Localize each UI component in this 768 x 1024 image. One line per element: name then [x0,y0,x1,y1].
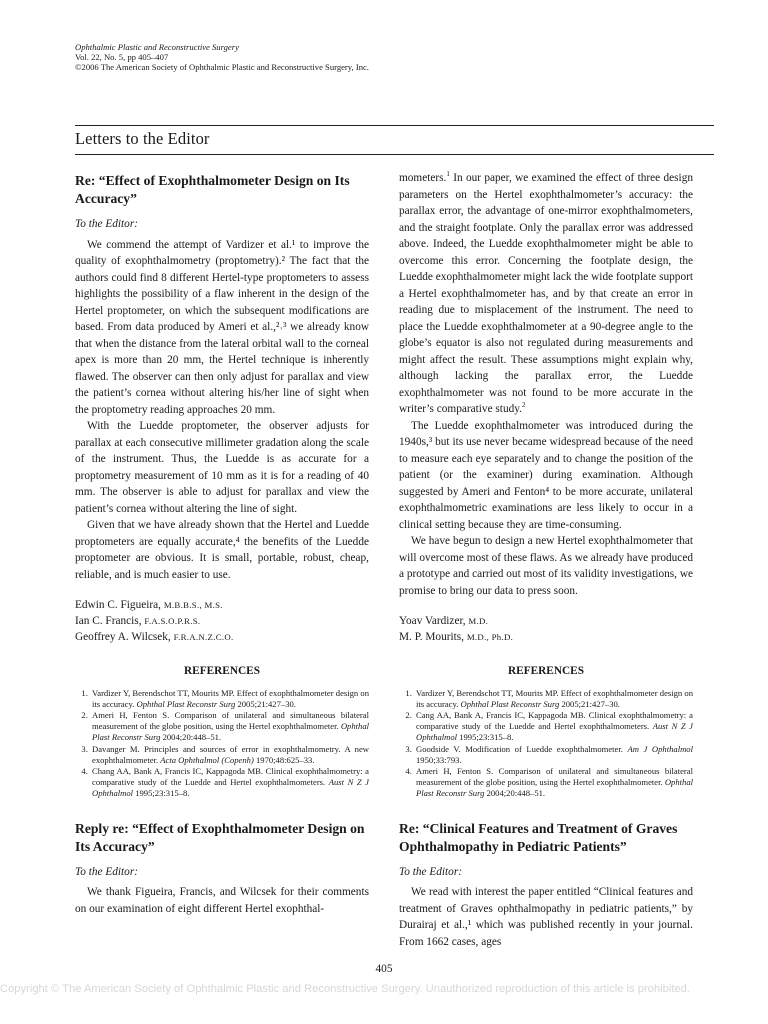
reference-item: 3. Davanger M. Principles and sources of error in exophthalmometry. A new exophthalmometer. Acta Ophthalmol (Copenh) 1970;48:625–33. [90,744,369,766]
reply-paragraph-2: The Luedde exophthalmometer was introduced during the 1940s,³ but its use never became widespread because of the need to measure each eye separately and to change the position of the patient (or the examiner) during examination. Although suggested by Ameri and Fenton⁴ to be more accurate, unilateral exophthalmometric examinations are less likely to occur in a clinical setting because they are time-consuming. [399,419,693,531]
reply-paragraph-1-start: We thank Figueira, Francis, and Wilcsek for their comments on our examination of eight different Hertel exophthal- [75,886,369,915]
author-line [75,629,369,645]
letter1-salutation: To the Editor: [75,218,138,230]
author-credentials: M.D., Ph.D. [466,632,514,642]
right-column [399,170,693,950]
reply-reference-list [399,688,693,800]
reference-item: 2. Cang AA, Bank A, Francis IC, Kappagoda MB. Clinical exophthalmometry: a comparative study of the Luedde and Hertel exophthalmometers. Aust N Z J Ophthalmol 1995;23:315–8. [414,710,693,744]
letter1-references-heading: REFERENCES [184,665,260,677]
letter1-reference-list [75,688,369,800]
letter1-authors [75,597,369,645]
journal-abbrev: Ophthal Plast Reconstr Surg [92,721,369,743]
journal-abbrev: Ophthal Plast Reconstr Surg [416,777,693,799]
letter1-paragraph-2: With the Luedde proptometer, the observer adjusts for parallax at each consecutive millimeter gradation along the scale of the instrument. Thus, the Luedde is as accurate for a proptometry measurement of 10 mm as it is for a reading of 40 mm. The observer is able to adjust for parallax and view the patient’s cornea without altering the line of sight. [75,420,369,515]
letter3-paragraph-1: We read with interest the paper entitled “Clinical features and treatment of Graves ophthalmopathy in pediatric patients,” by Durairaj et al.,¹ which was published recently in your journal. From 1662 cases, ages [399,886,693,948]
author-line [399,629,693,645]
running-header [75,42,695,73]
author-line [399,613,693,629]
journal-name: Ophthalmic Plastic and Reconstructive Surgery [75,42,239,52]
author-credentials: F.A.S.O.P.R.S. [144,616,201,626]
letter3-salutation: To the Editor: [399,865,462,878]
reference-item: 4. Ameri H, Fenton S. Comparison of unilateral and simultaneous bilateral measurement of the globe position, using the Hertel exophthalmometer. Ophthal Plast Reconstr Surg 2004;20:448–51. [414,766,693,800]
author-name: M. P. Mourits, [399,631,464,643]
section-title: Letters to the Editor [75,129,210,148]
reference-item: 4. Chang AA, Bank A, Francis IC, Kappagoda MB. Clinical exophthalmometry: a comparative study of the Luedde and Hertel exophthalmometers. Aust N Z J Ophthalmol 1995;23:315–8. [90,766,369,800]
header-copyright: ©2006 The American Society of Ophthalmic Plastic and Reconstructive Surgery, Inc. [75,62,369,73]
author-credentials: M.D. [468,616,489,626]
letter1-title: Re: “Effect of Exophthalmometer Design on Its Accuracy” [75,173,350,206]
letter1-paragraph-1: We commend the attempt of Vardizer et al.¹ to improve the quality of exophthalmometry (proptometry).² The fact that the authors could find 8 different Hertel-type proptometers to assess highlights the possibility of a flaw inherent in the design of the Hertel proptometer, on which the subsequent modifications are based. From data produced by Ameri et al.,²˒³ we already know that when the distance from the lateral orbital wall to the corneal apex is more than 20 mm, the Hertel technique is inherently flawed. The observer can then only adjust for parallax and view the patient’s cornea without altering his/her line of sight when the proptometry reading approaches 20 mm. [75,238,369,416]
author-name: Edwin C. Figueira, [75,599,161,611]
section-rule [75,154,714,155]
reply-authors [399,613,693,645]
author-credentials: M.B.B.S., M.S. [163,600,223,610]
journal-abbrev: Aust N Z J Ophthalmol [92,777,369,799]
journal-abbrev: Acta Ophthalmol (Copenh) [160,754,254,765]
header-rule [75,125,714,126]
footer-copyright: Copyright © The American Society of Ophthalmic Plastic and Reconstructive Surgery. Unauthorized reproduction of this article is prohibited. [0,983,690,995]
page-number: 405 [375,963,393,975]
author-name: Yoav Vardizer, [399,615,466,627]
volume-info: Vol. 22, No. 5, pp 405–407 [75,52,169,63]
reference-item: 1. Vardizer Y, Berendschot TT, Mourits MP. Effect of exophthalmometer design on its accuracy. Ophthal Plast Reconstr Surg 2005;21:427–30. [414,688,693,710]
author-credentials: F.R.A.N.Z.C.O. [173,632,234,642]
letter3-title: Re: “Clinical Features and Treatment of Graves Ophthalmopathy in Pediatric Patients” [399,820,678,854]
author-name: Ian C. Francis, [75,615,142,627]
reference-item: 3. Goodside V. Modification of Luedde exophthalmometer. Am J Ophthalmol 1950;33:793. [414,744,693,766]
reply-paragraph-1-cont: mometers.$^1$ In our paper, we examined the effect of three design parameters on the Hertel exophthalmometer’s accuracy: the parallax error, the advantage of one-mirror exophthalmometers, and the straight footplate. Only the parallax error was addressed above. Indeed, the Luedde exophthalmometer might be able to overcome this error. Concerning the footplate design, the Luedde exophthalmometer might lack the wide footplate support a Hertel exophthalmometer has, and by that create an error in reading due to misplacement of the instrument. The need to place the Luedde exophthalmometer at a 90-degree angle to the globe’s equator is also not regulated during measurements and might affect the result. These assumptions might explain why, although lacking the parallax error, the Luedde exophthalmometer was not found to be more accurate in the writer’s comparative study.$^2$ [399,170,693,415]
journal-abbrev: Aust N Z J Ophthalmol [416,721,693,743]
journal-abbrev: Ophthal Plast Reconstr Surg [460,698,560,709]
journal-abbrev: Am J Ophthalmol [627,743,693,754]
author-name: Geoffrey A. Wilcsek, [75,631,171,643]
journal-abbrev: Ophthal Plast Reconstr Surg [136,698,236,709]
author-line [75,597,369,613]
reference-item: 1. Vardizer Y, Berendschot TT, Mourits MP. Effect of exophthalmometer design on its accuracy. Ophthal Plast Reconstr Surg 2005;21:427–30. [90,688,369,710]
author-line [75,613,369,629]
left-column [75,172,369,917]
reference-item: 2. Ameri H, Fenton S. Comparison of unilateral and simultaneous bilateral measurement of the globe position, using the Hertel exophthalmometer. Ophthal Plast Reconstr Surg 2004;20:448–51. [90,710,369,744]
reply-title: Reply re: “Effect of Exophthalmometer Design on Its Accuracy” [75,820,365,854]
letter1-paragraph-3: Given that we have already shown that the Hertel and Luedde proptometers are equally accurate,⁴ the benefits of the Luedde proptometer are obvious. It is small, portable, robust, cheap, reliable, and is much easier to use. [75,519,369,581]
reply-references-heading: REFERENCES [508,665,584,677]
reply-salutation: To the Editor: [75,865,138,878]
reply-paragraph-3: We have begun to design a new Hertel exophthalmometer that will overcome most of these flaws. As we already have produced a prototype and carried out most of its validity investigations, we promise to bring our data to press soon. [399,535,693,597]
